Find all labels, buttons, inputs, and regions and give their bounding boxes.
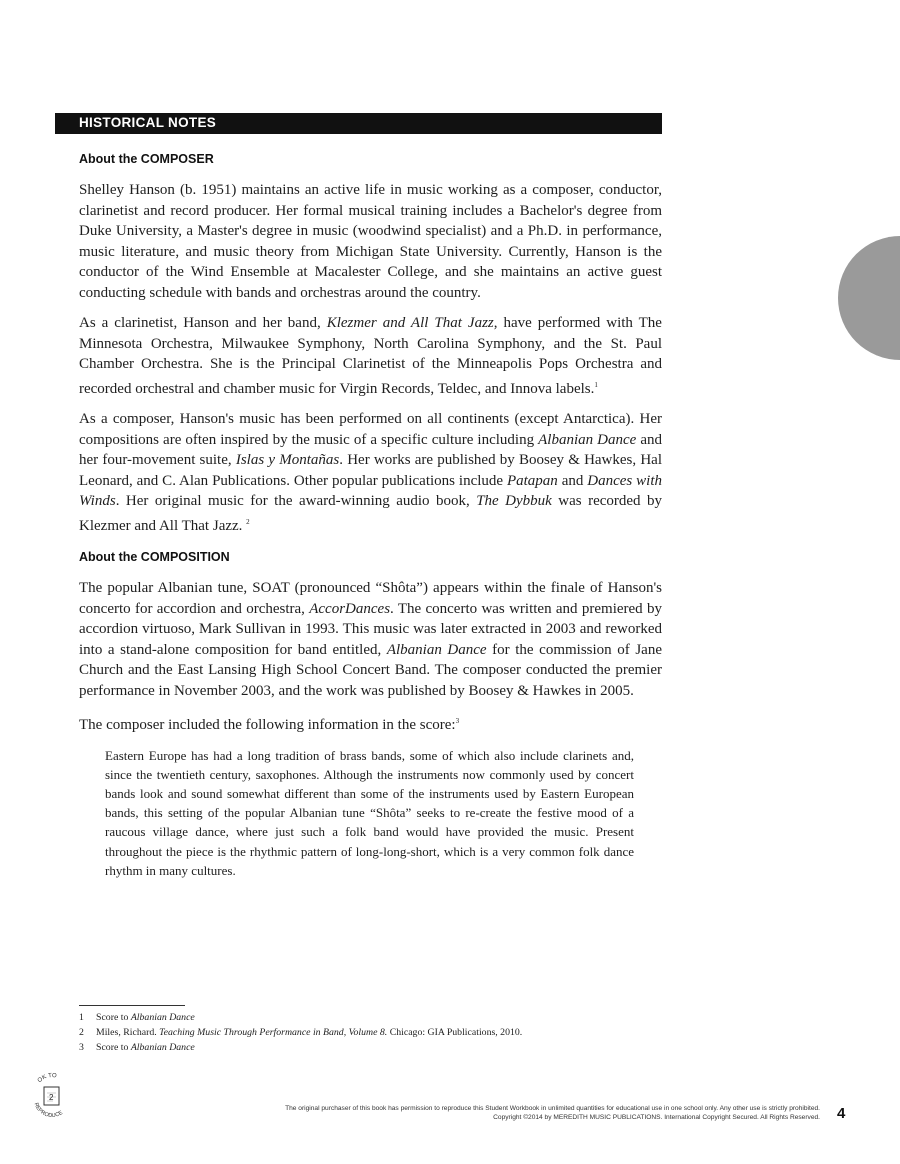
composer-paragraph-1: Shelley Hanson (b. 1951) maintains an active life in music working as a composer, conductor, clarinetist and record producer. Her formal musical training includes a Bachelor's degree from Duke University, a Master's degree in music (woodwind specialist) and a Ph.D. in performance, music literature, and music theory from Michigan State University. Currently, Hanson is the conductor of the Wind Ensemble at Macalester College, and she maintains an active guest conducting schedule with bands and orchestras around the country. <box>79 182 662 301</box>
footnote-divider <box>79 1005 185 1006</box>
composer-paragraph-3: As a composer, Hanson's music has been performed on all continents (except Antarctica). Her compositions are often inspired by the music of a specific culture including Albanian Dance and her four-movement suite, Islas y Montañas. Her works are published by Boosey & Hawkes, Hal Leonard, and C. Alan Publications. Other popular publications include Patapan and Dances with Winds. Her original music for the award-winning audio book, The Dybbuk was recorded by Klezmer and All That Jazz. $^2$ <box>79 411 662 534</box>
composition-paragraph-1: The popular Albanian tune, SOAT (pronounced “Shôta”) appears within the finale of Hanson's concerto for accordion and orchestra, AccorDances. The concerto was written and premiered by accordion virtuoso, Mark Sullivan in 1993. This music was later extracted in 2003 and reworked into a stand-alone composition for band entitled, Albanian Dance for the commission of Jane Church and the East Lansing High School Concert Band. The composer conducted the premier performance in November 2003, and the work was published by Boosey & Hawkes in 2005. <box>79 580 663 699</box>
chapter-tab-marker <box>838 236 900 360</box>
footnote-item: 2 Miles, Richard. Teaching Music Through Performance in Band, Volume 8. Chicago: GIA Publications, 2010. <box>79 1027 523 1038</box>
composer-paragraph-2: As a clarinetist, Hanson and her band, Klezmer and All That Jazz, have performed with The Minnesota Orchestra, Milwaukee Symphony, North Carolina Symphony, and the St. Paul Chamber Orchestra. She is the Principal Clarinetist of the Minneapolis Pops Orchestra and recorded orchestral and chamber music for Virgin Records, Teldec, and Innova labels.$^1$ <box>79 315 662 397</box>
page-number: 4 <box>837 1105 846 1122</box>
permission-line: The original purchaser of this book has permission to reproduce this Student Workbook in unlimited quantities for educational use in one school only. Any other use is strictly prohibited. <box>285 1105 820 1112</box>
copyright-line: Copyright ©2014 by MEREDITH MUSIC PUBLICATIONS. International Copyright Secured. All Rights Reserved. <box>493 1114 820 1121</box>
svg-text:2: 2 <box>49 1093 54 1102</box>
footnotes <box>79 1010 522 1055</box>
composition-paragraph-2: The composer included the following information in the score:$^3$ <box>79 717 460 733</box>
footnote-ref-1: 1 <box>594 380 598 389</box>
section-title: HISTORICAL NOTES <box>79 115 217 130</box>
main-content <box>79 148 662 880</box>
svg-text:OK TO: OK TO <box>36 1072 57 1085</box>
footnote-item: 3 Score to Albanian Dance <box>79 1042 195 1053</box>
composition-heading: About the COMPOSITION <box>79 550 230 564</box>
footnote-ref-3: 3 <box>455 717 460 725</box>
block-quote: Eastern Europe has had a long tradition of brass bands, some of which also include clarinets and, since the twentieth century, saxophones. Although the instruments now commonly used by concert bands look and sound somewhat different than some of the instruments used by Eastern European bands, this setting of the popular Albanian tune “Shôta” seeks to re-create the festive mood of a raucous village dance, where just such a folk band would have provided the music. Present throughout the piece is the rhythmic pattern of long-long-short, which is a very common folk dance rhythm in many cultures. <box>105 747 634 878</box>
section-header-bar <box>55 113 662 134</box>
footnote-item: 1 Score to Albanian Dance <box>79 1012 195 1023</box>
composer-heading: About the COMPOSER <box>79 152 214 166</box>
footnote-ref-2: 2 <box>246 517 250 526</box>
svg-text:REPRODUCE: REPRODUCE <box>32 1102 64 1120</box>
copyright-notice <box>60 1104 820 1122</box>
